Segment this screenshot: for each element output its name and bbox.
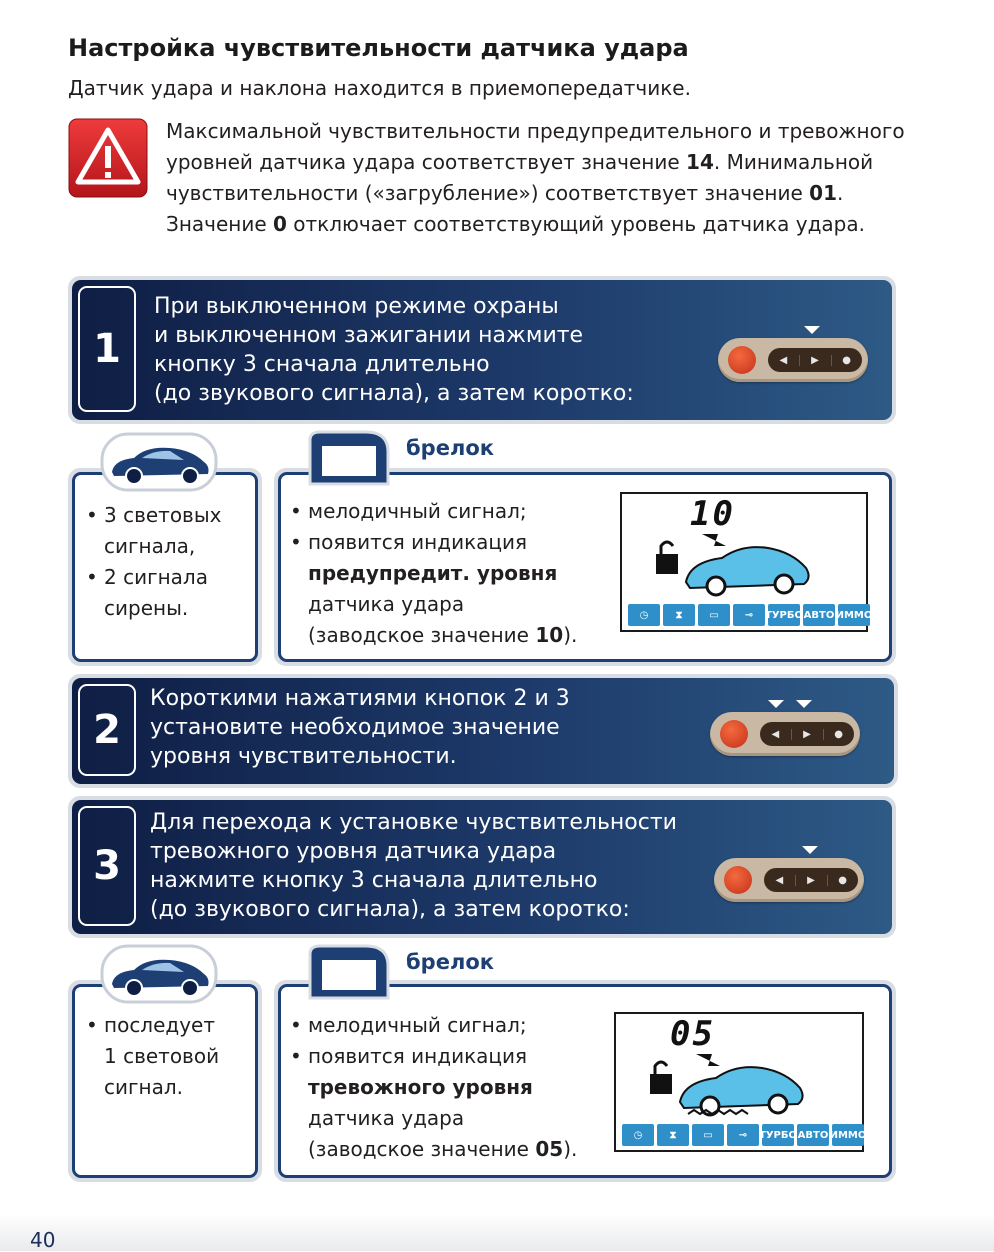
fob-response-box [274, 980, 896, 1182]
list-item: • мелодичный сигнал; [288, 496, 608, 527]
fob-response-list [288, 496, 608, 651]
auto-icon: АВТО [797, 1124, 829, 1146]
press-indicator-icon [796, 700, 812, 708]
step-1-text: При выключенном режиме охраны и выключенном зажигании нажмите кнопку 3 сначала длительно (до звукового сигнала), а затем коротко: [154, 294, 634, 406]
turbo-icon: ТУРБО [762, 1124, 794, 1146]
hourglass-icon: ⧗ [657, 1124, 689, 1146]
lcd-value: 10 [690, 494, 735, 534]
press-indicator-icon [768, 700, 784, 708]
list-item: • появится индикация предупредит. уровня датчика удара (заводское значение 10). [288, 527, 608, 651]
fob-response-box [274, 468, 896, 666]
warning-text: Максимальной чувствительности предупредительного и тревожного уровней датчика удара соответствует значение 14. Минимальной чувствительности («загрубление») соответствует значение 01. Значение 0 отключает соответствующий уровень датчика удара. [166, 119, 905, 236]
turbo-icon: ТУРБО [768, 604, 800, 626]
page-title: Настройка чувствительности датчика удара [68, 34, 689, 62]
list-item: • мелодичный сигнал; [288, 1010, 608, 1041]
key-icon: ⊸ [727, 1124, 759, 1146]
battery-icon: ▭ [692, 1124, 724, 1146]
step-1-number: 1 [78, 286, 136, 412]
car-response-box [68, 468, 262, 666]
key-icon: ⊸ [733, 604, 765, 626]
step-2-panel [68, 674, 898, 788]
step-2-number: 2 [78, 684, 136, 776]
list-item: • появится индикация тревожного уровня датчика удара (заводское значение 05). [288, 1041, 608, 1165]
car-response-box [68, 980, 262, 1182]
car-response-list [84, 1010, 254, 1103]
page-number: 40 [30, 1228, 56, 1252]
auto-icon: АВТО [803, 604, 835, 626]
key-fob-icon [306, 944, 392, 1002]
list-item: • 2 сигнала сирены. [84, 562, 254, 624]
warning-triangle-icon [68, 118, 148, 198]
fob-label: брелок [406, 950, 494, 974]
fob-lcd-display [614, 1012, 867, 1152]
remote-button-image: ◀ ▶ ● [710, 712, 860, 756]
lcd-value: 05 [670, 1014, 715, 1054]
list-item: • последует 1 световой сигнал. [84, 1010, 254, 1103]
car-icon [100, 944, 218, 1004]
immo-icon: ИММО [838, 604, 870, 626]
press-indicator-icon [802, 846, 818, 854]
car-icon [100, 432, 218, 492]
lcd-status-icons [628, 604, 873, 626]
press-indicator-icon [804, 326, 820, 334]
immo-icon: ИММО [832, 1124, 864, 1146]
step-3-number: 3 [78, 806, 136, 926]
fob-label: брелок [406, 436, 494, 460]
clock-icon: ◷ [622, 1124, 654, 1146]
lcd-status-icons [622, 1124, 867, 1146]
step-3-text: Для перехода к установке чувствительности тревожного уровня датчика удара нажмите кнопку 3 сначала длительно (до звукового сигнала), а затем коротко: [150, 810, 677, 922]
lcd-car-shock-icon [656, 528, 816, 598]
hourglass-icon: ⧗ [663, 604, 695, 626]
key-fob-icon [306, 430, 392, 488]
fob-lcd-display [620, 492, 873, 632]
list-item: • 3 световых сигнала, [84, 500, 254, 562]
page-subtitle: Датчик удара и наклона находится в приемопередатчике. [68, 76, 691, 100]
remote-button-image: ◀ ▶ ● [718, 338, 868, 382]
step-2-text: Короткими нажатиями кнопок 2 и 3 установите необходимое значение уровня чувствительности. [150, 686, 570, 769]
car-response-list [84, 500, 254, 624]
page-footer [0, 1214, 994, 1251]
remote-button-image: ◀ ▶ ● [714, 858, 864, 902]
step-3-panel [68, 796, 896, 938]
step-1-panel [68, 276, 896, 424]
fob-response-list [288, 1010, 608, 1165]
clock-icon: ◷ [628, 604, 660, 626]
lcd-car-shock-icon [650, 1048, 810, 1118]
battery-icon: ▭ [698, 604, 730, 626]
